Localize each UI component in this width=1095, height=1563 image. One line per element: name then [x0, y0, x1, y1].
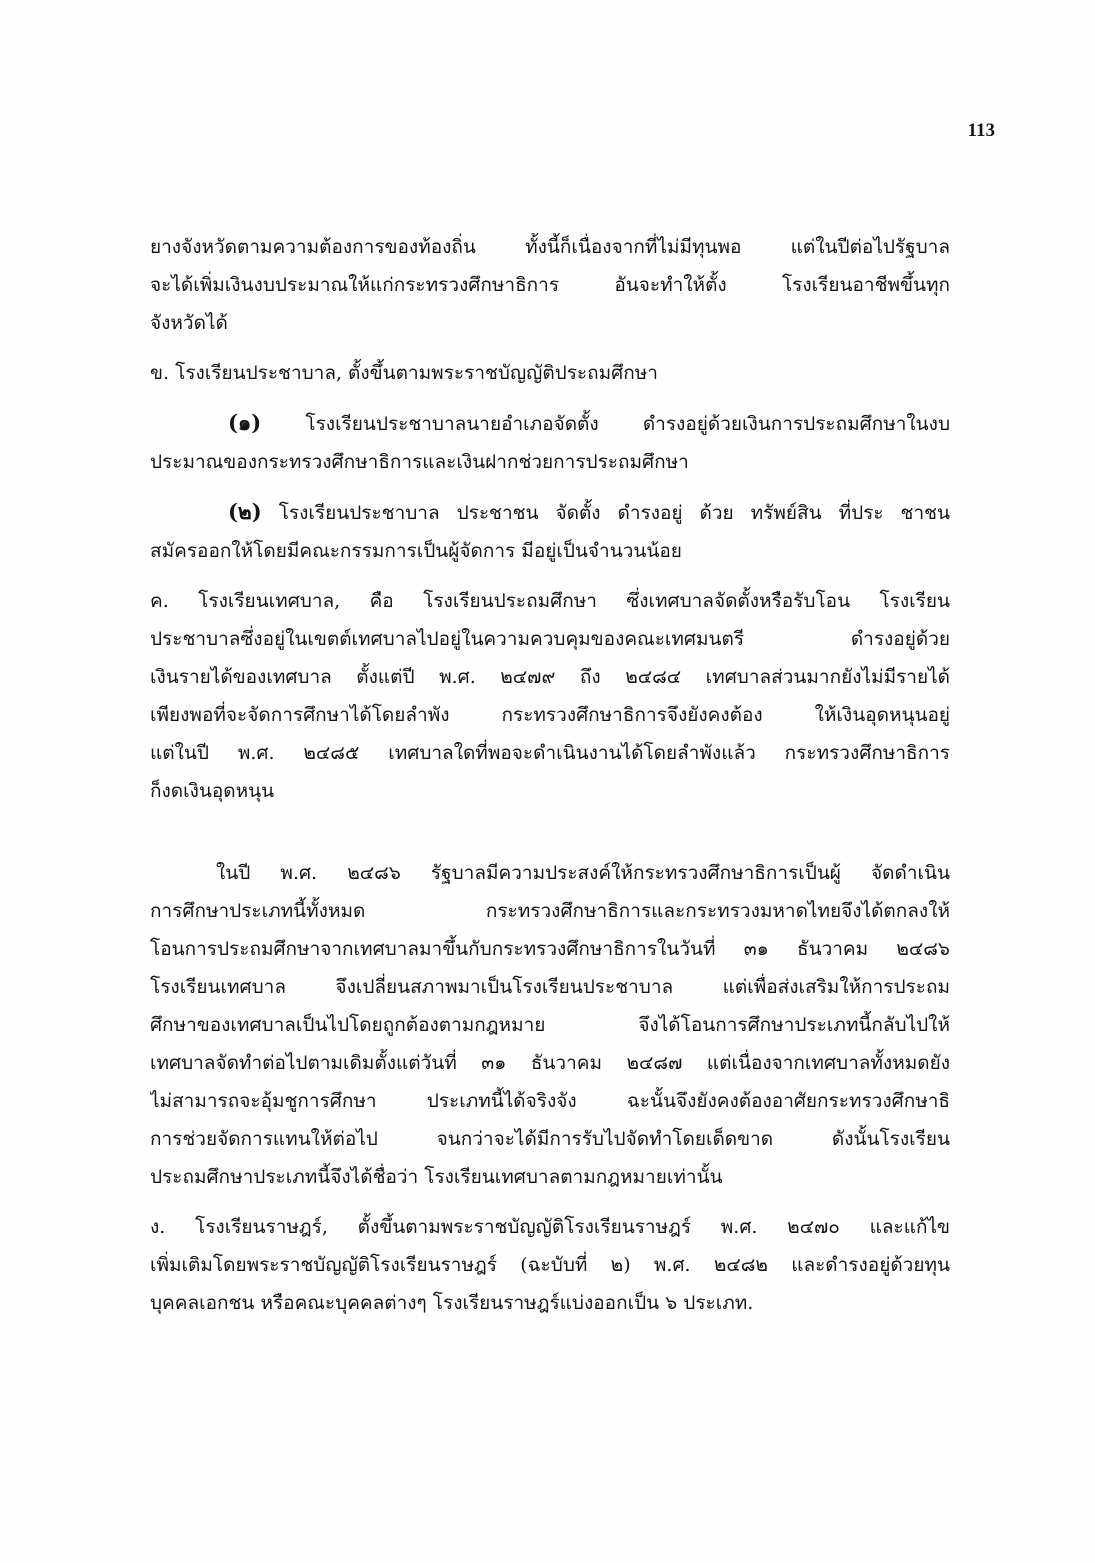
paragraph-2486 — [150, 854, 950, 1196]
text-line — [150, 493, 950, 532]
text-line: เพิ่มเติมโดยพระราชบัญญัติโรงเรียนราษฎร์ (ฉะบับที่ ๒) พ.ศ. ๒๔๘๒ และดำรงอยู่ด้วยทุน — [150, 1254, 950, 1276]
text-line: ง. โรงเรียนราษฎร์, ตั้งขึ้นตามพระราชบัญญัติโรงเรียนราษฎร์ พ.ศ. ๒๔๗๐ และแก้ไข — [150, 1216, 950, 1238]
text-line: สมัครออกให้โดยมีคณะกรรมการเป็นผู้จัดการ มีอยู่เป็นจำนวนน้อย — [150, 540, 682, 562]
section-kho-heading — [150, 354, 950, 392]
text-line: ยางจังหวัดตามความต้องการของท้องถิ่น ทั้งนี้ก็เนื่องจากที่ไม่มีทุนพอ แต่ในปีต่อไปรัฐบาล — [150, 236, 950, 258]
text-line: เทศบาลจัดทำต่อไปตามเดิมตั้งแต่วันที่ ๓๑ ธันวาคม ๒๔๘๗ แต่เนื่องจากเทศบาลทั้งหมดยัง — [150, 1052, 950, 1074]
text-line: การช่วยจัดการแทนให้ต่อไป จนกว่าจะได้มีการรับไปจัดทำโดยเด็ดขาด ดังนั้นโรงเรียน — [150, 1128, 950, 1150]
text-line: ประชาบาลซึ่งอยู่ในเขตต์เทศบาลไปอยู่ในความควบคุมของคณะเทศมนตรี ดำรงอยู่ด้วย — [150, 628, 950, 650]
paragraph-intro — [150, 228, 950, 342]
item-number: (๒) — [228, 499, 262, 524]
text-line: แต่ในปี พ.ศ. ๒๔๘๕ เทศบาลใดที่พอจะดำเนินงานได้โดยลำพังแล้ว กระทรวงศึกษาธิการ — [150, 742, 950, 764]
text-line: บุคคลเอกชน หรือคณะบุคคลต่างๆ โรงเรียนราษฎร์แบ่งออกเป็น ๖ ประเภท. — [150, 1292, 754, 1314]
item-text: โรงเรียนประชาบาล ประชาชน จัดตั้ง ดำรงอยู่ ด้วย ทรัพย์สิน ที่ประ ชาชน — [278, 502, 950, 524]
section-kho-khwai — [150, 582, 950, 810]
section-heading: ข. โรงเรียนประชาบาล, ตั้งขึ้นตามพระราชบัญญัติประถมศึกษา — [150, 362, 658, 384]
text-line: ประถมศึกษาประเภทนี้จึงได้ชื่อว่า โรงเรียนเทศบาลตามกฎหมายเท่านั้น — [150, 1166, 723, 1188]
text-line — [150, 404, 950, 443]
list-item-kho-1 — [150, 404, 950, 481]
text-line: ประมาณของกระทรวงศึกษาธิการและเงินฝากช่วยการประถมศึกษา — [150, 451, 689, 473]
section-ngo — [150, 1208, 950, 1322]
text-line: ก็งดเงินอุดหนุน — [150, 780, 275, 802]
text-line: โรงเรียนเทศบาล จึงเปลี่ยนสภาพมาเป็นโรงเรียนประชาบาล แต่เพื่อส่งเสริมให้การประถม — [150, 976, 950, 998]
list-item-kho-2 — [150, 493, 950, 570]
text-line: โอนการประถมศึกษาจากเทศบาลมาขึ้นกับกระทรวงศึกษาธิการในวันที่ ๓๑ ธันวาคม ๒๔๘๖ — [150, 938, 950, 960]
text-line: ไม่สามารถจะอุ้มชูการศึกษา ประเภทนี้ได้จริงจัง ฉะนั้นจึงยังคงต้องอาศัยกระทรวงศึกษาธิ — [150, 1090, 950, 1112]
text-line: เงินรายได้ของเทศบาล ตั้งแต่ปี พ.ศ. ๒๔๗๙ ถึง ๒๔๘๔ เทศบาลส่วนมากยังไม่มีรายได้ — [150, 666, 950, 688]
text-line: ค. โรงเรียนเทศบาล, คือ โรงเรียนประถมศึกษา ซึ่งเทศบาลจัดตั้งหรือรับโอน โรงเรียน — [150, 590, 950, 612]
page-number: 113 — [967, 120, 995, 141]
text-line: การศึกษาประเภทนี้ทั้งหมด กระทรวงศึกษาธิการและกระทรวงมหาดไทยจึงได้ตกลงให้ — [150, 900, 950, 922]
text-line: เพียงพอที่จะจัดการศึกษาได้โดยลำพัง กระทรวงศึกษาธิการจึงยังคงต้อง ให้เงินอุดหนุนอยู่ — [150, 704, 950, 726]
item-text: โรงเรียนประชาบาลนายอำเภอจัดตั้ง ดำรงอยู่ด้วยเงินการประถมศึกษาในงบ — [305, 413, 950, 435]
text-line: ในปี พ.ศ. ๒๔๘๖ รัฐบาลมีความประสงค์ให้กระทรวงศึกษาธิการเป็นผู้ จัดดำเนิน — [216, 862, 950, 884]
page-body — [150, 228, 950, 1334]
item-number: (๑) — [228, 410, 262, 435]
text-line: จะได้เพิ่มเงินงบประมาณให้แก่กระทรวงศึกษาธิการ อันจะทำให้ตั้ง โรงเรียนอาชีพขึ้นทุก — [150, 274, 950, 296]
text-line: จังหวัดได้ — [150, 312, 228, 334]
text-line: ศึกษาของเทศบาลเป็นไปโดยถูกต้องตามกฎหมาย จึงได้โอนการศึกษาประเภทนี้กลับไปให้ — [150, 1014, 950, 1036]
